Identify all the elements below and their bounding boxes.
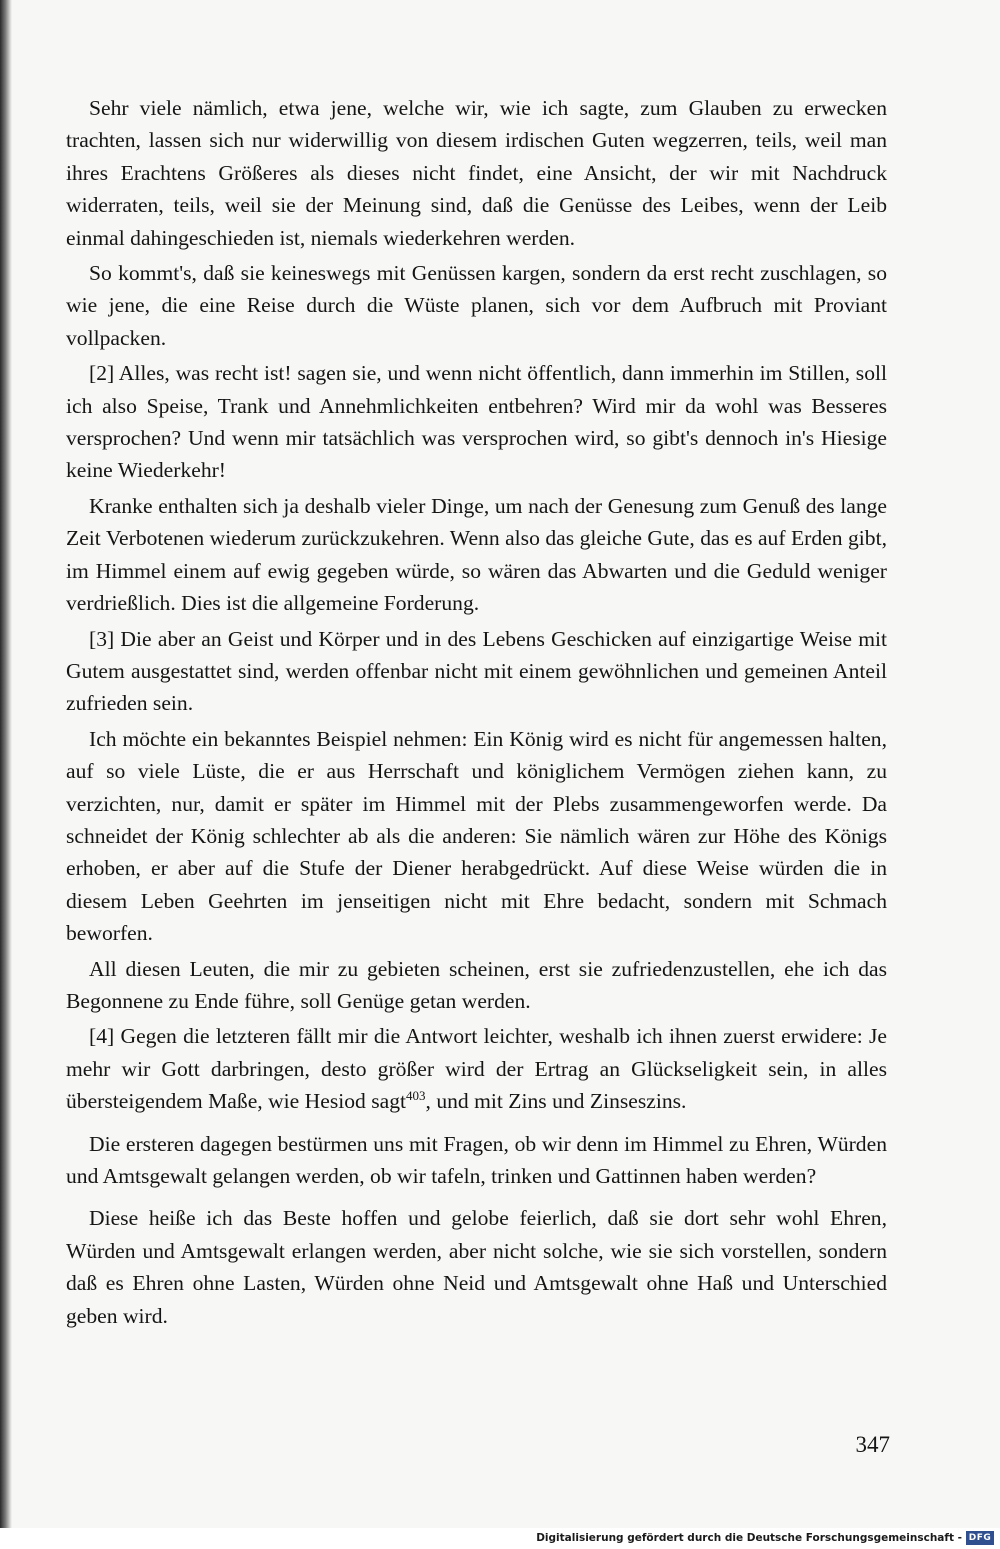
paragraph-10: Diese heiße ich das Beste hoffen und gelobe feierlich, daß sie dort sehr wohl Ehren, Würden und Amtsgewalt erlangen werden, aber nicht solche, wie sie sich vorstellen, sondern daß es Ehren ohne Lasten, Würden ohne Neid und Amtsgewalt ohne Haß und Unterschied geben wird. [66, 1206, 887, 1328]
paragraph-8-text-end: , und mit Zins und Zinseszins. [425, 1089, 687, 1114]
paragraph-9: Die ersteren dagegen bestürmen uns mit Fragen, ob wir denn im Himmel zu Ehren, Würden und Amtsgewalt gelangen werden, ob wir tafeln, trinken und Gattinnen haben werden? [66, 1131, 887, 1188]
paragraph-6: Ich möchte ein bekanntes Beispiel nehmen: Ein König wird es nicht für angemessen halten, auf so viele Lüste, die er aus Herrschaft und königlichem Vermögen ziehen kann, zu verzichten, nur, damit er später im Himmel mit der Plebs zusammengeworfen werde. Da schneidet der König schlechter ab als die anderen: Sie nämlich wären zur Höhe des Königs erhoben, er aber auf die Stufe der Diener herabgedrückt. Auf diese Weise würden die in diesem Leben Geehrten im jenseitigen nicht mit Ehre bedacht, sondern mit Schmach beworfen. [66, 726, 887, 946]
funding-credit: Digitalisierung gefördert durch die Deutsche Forschungsgemeinschaft - [536, 1532, 962, 1544]
paragraph-1: Sehr viele nämlich, etwa jene, welche wir, wie ich sagte, zum Glauben zu erwecken trachten, lassen sich nur widerwillig von diesem irdischen Guten wegzerren, teils, weil man ihres Erachtens Größeres als dieses nicht findet, eine Ansicht, der wir mit Nachdruck widerraten, teils, weil sie der Meinung sind, daß die Genüsse des Leibes, wenn der Leib einmal dahingeschieden ist, niemals wiederkehren werden. [66, 96, 887, 250]
paragraph-3: [2] Alles, was recht ist! sagen sie, und wenn nicht öffentlich, dann immerhin im Stillen, soll ich also Speise, Trank und Annehmlichkeiten entbehren? Wird mir da wohl was Besseres versprochen? Und wenn mir tatsächlich was versprochen wird, so gibt's dennoch in's Hiesige keine Wiederkehr! [66, 361, 887, 483]
paragraph-8 [66, 1020, 887, 1117]
paragraph-5: [3] Die aber an Geist und Körper und in des Lebens Geschicken auf einzigartige Weise mit Gutem ausgestattet sind, werden offenbar nicht mit einem gewöhnlichen und gemeinen Anteil zufrieden sein. [66, 626, 887, 716]
paragraph-2: So kommt's, daß sie keineswegs mit Genüssen kargen, sondern da erst recht zuschlagen, so wie jene, die eine Reise durch die Wüste planen, sich vor dem Aufbruch mit Proviant vollpacken. [66, 261, 887, 350]
paragraph-8-text: [4] Gegen die letzteren fällt mir die Antwort leichter, weshalb ich ihnen zuerst erwidere: Je mehr wir Gott darbringen, desto größer wird der Ertrag an Glückseligkeit sein, in alles übersteigendem Maße, wie Hesiod sagt [66, 1024, 887, 1114]
body-text [66, 92, 887, 1332]
paragraph-7: All diesen Leuten, die mir zu gebieten scheinen, erst sie zufriedenzustellen, ehe ich das Begonnene zu Ende führe, soll Genüge getan werden. [66, 956, 887, 1013]
footnote-reference[interactable]: 403 [406, 1088, 426, 1104]
paragraph-4: Kranke enthalten sich ja deshalb vieler Dinge, um nach der Genesung zum Genuß des lange Zeit Verbotenen wiederum zurückzukehren. Wenn also das gleiche Gute, das es auf Erden gibt, im Himmel einem auf ewig gegeben würde, so wären das Abwarten und die Geduld weniger verdrießlich. Dies ist die allgemeine Forderung. [66, 493, 887, 616]
dfg-logo: DFG [966, 1531, 994, 1545]
page-number: 347 [855, 1432, 890, 1457]
footer-bar [0, 1528, 1000, 1549]
book-spine-shadow [0, 0, 12, 1528]
